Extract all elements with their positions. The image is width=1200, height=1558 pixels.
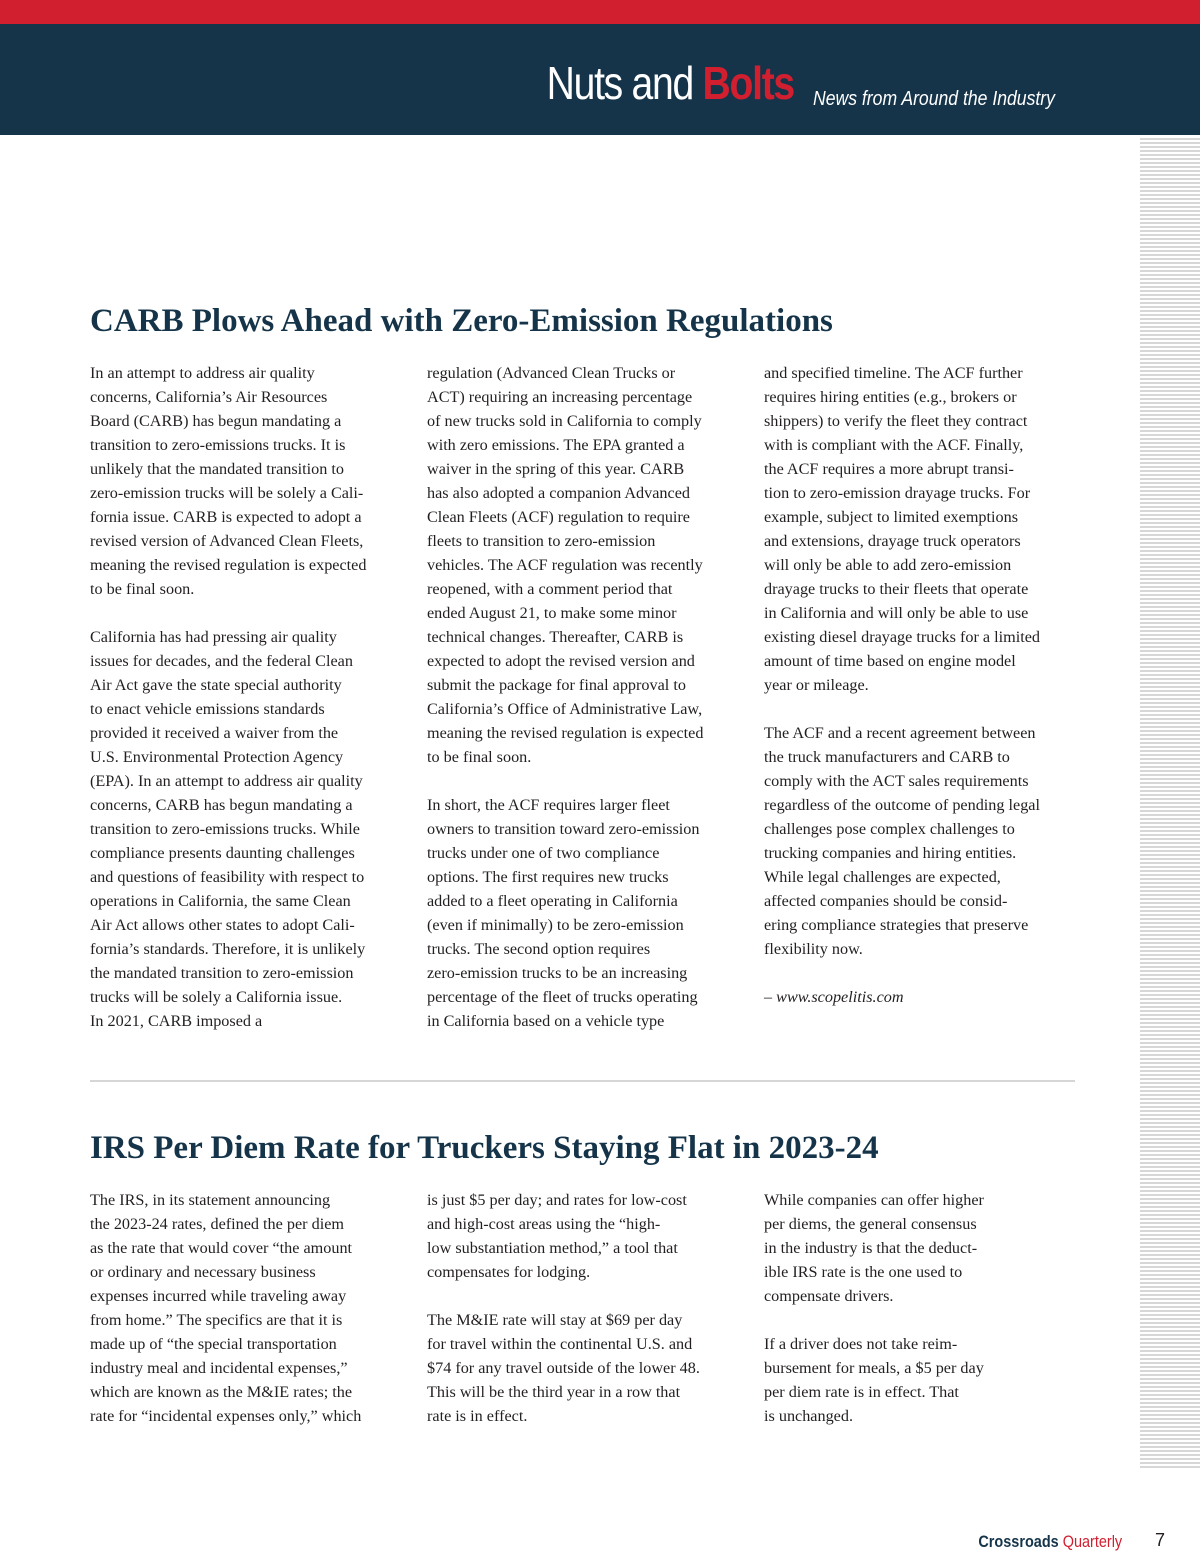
text-line: bursement for meals, a $5 per day xyxy=(764,1359,984,1377)
footer-magazine: Crossroads xyxy=(978,1532,1059,1551)
section-title-bolts: Bolts xyxy=(702,57,794,109)
text-line: is unchanged. xyxy=(764,1407,854,1425)
text-line: California’s Office of Administrative Law, xyxy=(427,700,703,718)
text-line: In an attempt to address air quality xyxy=(90,364,315,382)
text-line: revised version of Advanced Clean Fleets, xyxy=(90,532,364,550)
text-line: regulation (Advanced Clean Trucks or xyxy=(427,364,676,382)
article-source-credit: – www.scopelitis.com xyxy=(764,988,904,1006)
text-line: options. The first requires new trucks xyxy=(427,868,669,886)
text-line: and extensions, drayage truck operators xyxy=(764,532,1021,550)
paragraph-gap xyxy=(764,697,1084,721)
text-line: transition to zero-emissions trucks. While xyxy=(90,820,360,838)
text-line: technical changes. Thereafter, CARB is xyxy=(427,628,684,646)
text-line: in California based on a vehicle type xyxy=(427,1012,665,1030)
article-carb-column-1 xyxy=(90,361,410,1033)
text-line: trucks under one of two compliance xyxy=(427,844,660,862)
paragraph-gap xyxy=(764,1308,1084,1332)
text-line: compensate drivers. xyxy=(764,1287,894,1305)
text-line: rate is in effect. xyxy=(427,1407,528,1425)
text-line: In short, the ACF requires larger fleet xyxy=(427,796,670,814)
text-line: ering compliance strategies that preserve xyxy=(764,916,1029,934)
text-line: transition to zero-emissions trucks. It is xyxy=(90,436,346,454)
text-line: Board (CARB) has begun mandating a xyxy=(90,412,342,430)
text-line: low substantiation method,” a tool that xyxy=(427,1239,678,1257)
text-line: concerns, CARB has begun mandating a xyxy=(90,796,353,814)
text-line: shippers) to verify the fleet they contract xyxy=(764,412,1028,430)
article-headline-carb: CARB Plows Ahead with Zero-Emission Regulations xyxy=(90,303,833,339)
text-line: The ACF and a recent agreement between xyxy=(764,724,1036,742)
text-line: fleets to transition to zero-emission xyxy=(427,532,656,550)
text-line: challenges pose complex challenges to xyxy=(764,820,1015,838)
text-line: rate for “incidental expenses only,” which xyxy=(90,1407,362,1425)
article-irs-column-3 xyxy=(764,1188,1084,1428)
text-line: concerns, California’s Air Resources xyxy=(90,388,328,406)
text-line: is just $5 per day; and rates for low-cost xyxy=(427,1191,687,1209)
text-line: the mandated transition to zero-emission xyxy=(90,964,354,982)
section-title-nuts: Nuts and xyxy=(546,57,703,109)
text-line: with zero emissions. The EPA granted a xyxy=(427,436,685,454)
text-line: While companies can offer higher xyxy=(764,1191,984,1209)
text-line: tion to zero-emission drayage trucks. For xyxy=(764,484,1031,502)
text-line: trucking companies and hiring entities. xyxy=(764,844,1017,862)
text-line: in the industry is that the deduct- xyxy=(764,1239,978,1257)
text-line: The IRS, in its statement announcing xyxy=(90,1191,331,1209)
section-title xyxy=(546,57,794,109)
text-line: expected to adopt the revised version and xyxy=(427,652,695,670)
text-line: or ordinary and necessary business xyxy=(90,1263,316,1281)
text-line: trucks. The second option requires xyxy=(427,940,651,958)
text-line: ACT) requiring an increasing percentage xyxy=(427,388,693,406)
paragraph-gap xyxy=(90,601,410,625)
text-line: to be final soon. xyxy=(90,580,195,598)
text-line: (EPA). In an attempt to address air quality xyxy=(90,772,363,790)
text-line: While legal challenges are expected, xyxy=(764,868,1001,886)
text-line: submit the package for final approval to xyxy=(427,676,686,694)
text-line: vehicles. The ACF regulation was recently xyxy=(427,556,703,574)
text-line: as the rate that would cover “the amount xyxy=(90,1239,353,1257)
text-line: for travel within the continental U.S. and xyxy=(427,1335,693,1353)
text-line: drayage trucks to their fleets that operate xyxy=(764,580,1029,598)
text-line: U.S. Environmental Protection Agency xyxy=(90,748,344,766)
text-line: zero-emission trucks to be an increasing xyxy=(427,964,688,982)
text-line: which are known as the M&IE rates; the xyxy=(90,1383,353,1401)
text-line: In 2021, CARB imposed a xyxy=(90,1012,263,1030)
text-line: the ACF requires a more abrupt transi- xyxy=(764,460,1014,478)
text-line: percentage of the fleet of trucks operating xyxy=(427,988,698,1006)
text-line: ended August 21, to make some minor xyxy=(427,604,677,622)
paragraph-gap xyxy=(764,961,1084,985)
text-line: operations in California, the same Clean xyxy=(90,892,351,910)
footer-magazine-name xyxy=(978,1533,1122,1550)
text-line: fornia’s standards. Therefore, it is unlikely xyxy=(90,940,366,958)
text-line: compensates for lodging. xyxy=(427,1263,591,1281)
text-line: in California and will only be able to use xyxy=(764,604,1029,622)
text-line: to enact vehicle emissions standards xyxy=(90,700,325,718)
text-line: affected companies should be consid- xyxy=(764,892,1008,910)
text-line: and specified timeline. The ACF further xyxy=(764,364,1023,382)
text-line: provided it received a waiver from the xyxy=(90,724,339,742)
side-stripe-decoration xyxy=(1140,138,1200,1468)
article-headline-irs: IRS Per Diem Rate for Truckers Staying Flat in 2023-24 xyxy=(90,1130,879,1166)
text-line: (even if minimally) to be zero-emission xyxy=(427,916,684,934)
text-line: Clean Fleets (ACF) regulation to require xyxy=(427,508,690,526)
text-line: waiver in the spring of this year. CARB xyxy=(427,460,685,478)
text-line: year or mileage. xyxy=(764,676,869,694)
text-line: compliance presents daunting challenges xyxy=(90,844,355,862)
text-line: Air Act gave the state special authority xyxy=(90,676,342,694)
text-line: expenses incurred while traveling away xyxy=(90,1287,347,1305)
text-line: The M&IE rate will stay at $69 per day xyxy=(427,1311,683,1329)
article-carb-column-2 xyxy=(427,361,747,1033)
top-accent-bar xyxy=(0,0,1200,24)
text-line: made up of “the special transportation xyxy=(90,1335,337,1353)
footer-issue: Quarterly xyxy=(1062,1532,1122,1551)
text-line: amount of time based on engine model xyxy=(764,652,1016,670)
text-line: per diems, the general consensus xyxy=(764,1215,977,1233)
text-line: meaning the revised regulation is expected xyxy=(90,556,367,574)
article-irs-column-2 xyxy=(427,1188,747,1428)
text-line: ible IRS rate is the one used to xyxy=(764,1263,963,1281)
text-line: and questions of feasibility with respect to xyxy=(90,868,365,886)
page-number: 7 xyxy=(1155,1530,1166,1550)
text-line: fornia issue. CARB is expected to adopt a xyxy=(90,508,362,526)
text-line: regardless of the outcome of pending legal xyxy=(764,796,1040,814)
text-line: the truck manufacturers and CARB to xyxy=(764,748,1010,766)
article-irs-column-1 xyxy=(90,1188,410,1428)
text-line: zero-emission trucks will be solely a Cali- xyxy=(90,484,364,502)
text-line: added to a fleet operating in California xyxy=(427,892,678,910)
article-carb-column-3 xyxy=(764,361,1084,1009)
text-line: existing diesel drayage trucks for a limited xyxy=(764,628,1041,646)
text-line: will only be able to add zero-emission xyxy=(764,556,1012,574)
text-line: California has had pressing air quality xyxy=(90,628,337,646)
text-line: comply with the ACT sales requirements xyxy=(764,772,1029,790)
text-line: trucks will be solely a California issue. xyxy=(90,988,343,1006)
text-line: unlikely that the mandated transition to xyxy=(90,460,344,478)
text-line: example, subject to limited exemptions xyxy=(764,508,1018,526)
paragraph-gap xyxy=(427,769,747,793)
text-line: from home.” The specifics are that it is xyxy=(90,1311,343,1329)
text-line: owners to transition toward zero-emission xyxy=(427,820,700,838)
text-line: of new trucks sold in California to comply xyxy=(427,412,702,430)
article-divider xyxy=(90,1080,1075,1082)
text-line: reopened, with a comment period that xyxy=(427,580,673,598)
text-line: Air Act allows other states to adopt Cali- xyxy=(90,916,355,934)
text-line: flexibility now. xyxy=(764,940,863,958)
text-line: per diem rate is in effect. That xyxy=(764,1383,959,1401)
text-line: This will be the third year in a row that xyxy=(427,1383,681,1401)
text-line: to be final soon. xyxy=(427,748,532,766)
text-line: industry meal and incidental expenses,” xyxy=(90,1359,348,1377)
text-line: meaning the revised regulation is expected xyxy=(427,724,704,742)
text-line: and high-cost areas using the “high- xyxy=(427,1215,661,1233)
section-subtitle: News from Around the Industry xyxy=(813,88,1055,110)
text-line: requires hiring entities (e.g., brokers or xyxy=(764,388,1017,406)
text-line: $74 for any travel outside of the lower 48. xyxy=(427,1359,700,1377)
paragraph-gap xyxy=(427,1284,747,1308)
text-line: with is compliant with the ACF. Finally, xyxy=(764,436,1024,454)
text-line: issues for decades, and the federal Clean xyxy=(90,652,353,670)
text-line: has also adopted a companion Advanced xyxy=(427,484,690,502)
text-line: If a driver does not take reim- xyxy=(764,1335,958,1353)
text-line: the 2023-24 rates, defined the per diem xyxy=(90,1215,344,1233)
